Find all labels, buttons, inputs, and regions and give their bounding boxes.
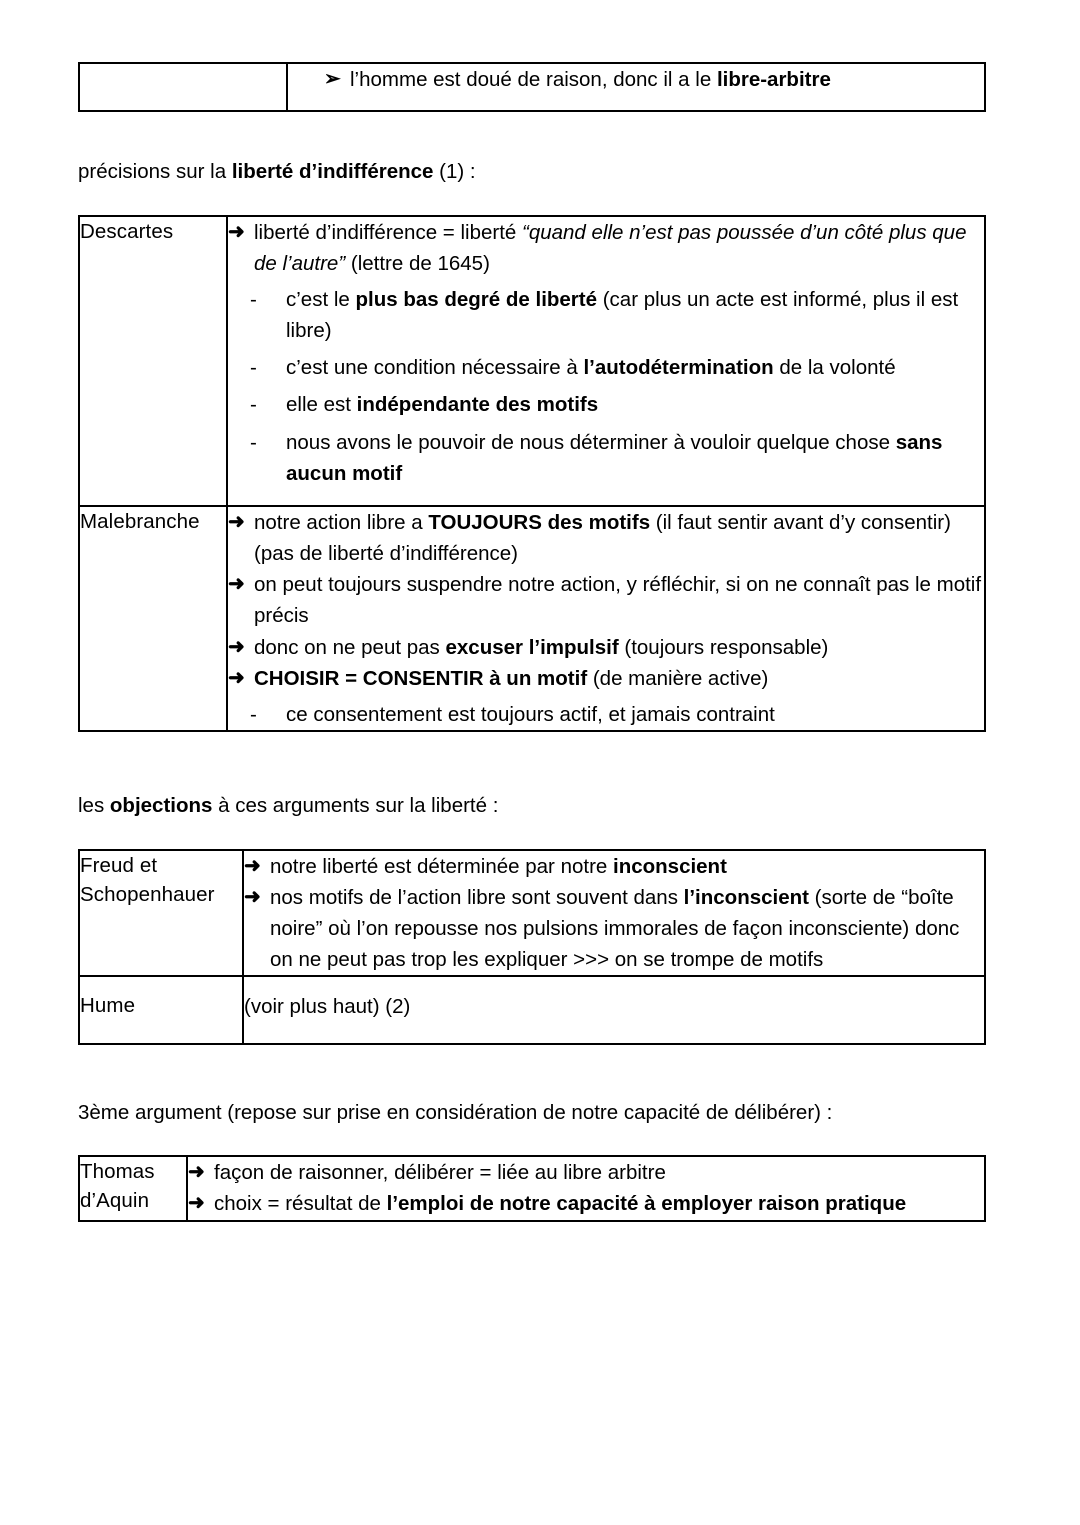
spacer [78,112,1002,158]
arrow-bullet-text [254,217,984,279]
arrow-bullet-group [228,663,984,730]
row-body-cell [287,63,985,111]
arrow-bullet-text [270,882,984,975]
table-body [79,63,985,111]
row-label-cell: Descartes [79,216,227,506]
arrow-bullet-group [244,882,984,975]
text-run: précisions sur la [78,160,232,183]
table-row [79,850,985,977]
arrow-bullet-group [324,64,984,95]
caption-third-argument [78,1099,1002,1128]
caption-precisions [78,158,1002,187]
row-body-cell [227,216,985,506]
text-run: (de manière active) [587,666,769,690]
right-arrow-icon: ➜ [228,666,245,689]
text-run: 3ème argument (repose sur prise en considération de notre capacité de délibérer) : [78,1100,833,1124]
row-body-cell [187,1156,985,1220]
arrow-bullet-group [228,569,984,631]
dash-bullet [228,284,984,346]
arrow-bullet [228,507,984,569]
spacer [78,1127,1002,1155]
right-arrow-icon: ➜ [228,510,245,533]
row-label-cell: Thomas d’Aquin [79,1156,187,1220]
bold-run: inconscient [613,854,727,878]
right-arrow-icon: ➜ [188,1161,205,1184]
text-run: liberté d’indifférence = liberté [254,220,522,244]
right-arrow-icon: ➜ [228,220,245,243]
bold-run: objections [109,794,213,818]
arrow-bullet-text [350,64,984,95]
text-run: (1) : [433,160,476,183]
table-row [79,63,985,111]
row-body-cell [243,976,985,1043]
arrow-bullet-text [214,1188,984,1219]
dash-bullet [228,699,984,730]
dash-icon: - [250,356,257,380]
right-arrow-icon: ➜ [228,573,245,596]
right-arrow-icon: ➜ [188,1192,205,1215]
arrow-bullet [324,64,984,95]
arrow-bullet-text [254,507,984,569]
dash-icon: - [250,702,257,726]
dash-icon: - [250,393,257,417]
text-run: c’est une condition nécessaire à [286,356,584,380]
row-body-cell [227,506,985,731]
arrow-bullet-text [254,569,984,631]
text-run: (lettre de 1645) [345,251,490,275]
text-run: nous avons le pouvoir de nous déterminer à vouloir quelque chose [286,430,896,454]
arrow-bullet [228,663,984,694]
dash-bullet-text [286,352,984,383]
arrow-bullet-group [188,1188,984,1219]
text-run: on peut toujours suspendre notre action, y réfléchir, si on ne connaît pas le motif précis [254,573,982,628]
text-run: notre liberté est déterminée par notre [270,854,613,878]
arrow-bullet [188,1188,984,1219]
text-run: (sorte de “boîte noire” où l’on repousse nos pulsions immorales de façon inconsciente) donc on ne peut pas trop les expliquer >>> on se trompe de motifs [270,885,960,972]
right-arrow-icon: ➜ [228,635,245,658]
bold-run: indépendante des motifs [356,393,599,417]
row-label-cell: Hume [79,976,243,1043]
arrow-bullet [244,851,984,882]
row-label-cell [79,63,287,111]
text-run: les [78,794,110,818]
arrow-bullet [228,217,984,279]
arrow-bullet [228,569,984,631]
table-row [79,976,985,1043]
arrow-bullet-text [254,663,984,694]
text-run: de la volonté [773,356,896,380]
arrow-bullet [188,1157,984,1188]
row-label-cell: Freud et Schopenhauer [79,850,243,977]
table-row [79,1156,985,1220]
text-run: (il faut sentir avant d’y consentir) (pas de liberté d’indifférence) [254,510,951,566]
text-run: l’homme est doué de raison, donc il a le [350,68,717,91]
row-body-cell [243,850,985,977]
text-run: à ces arguments sur la liberté : [212,794,499,818]
right-arrow-icon: ➜ [244,885,261,908]
arrow-bullet-text [270,851,984,882]
arrow-bullet-group [244,851,984,882]
text-run: façon de raisonner, délibérer = liée au libre arbitre [214,1161,666,1185]
arrow-bullet [228,632,984,663]
text-run: c’est le [286,288,356,311]
arrow-bullet [244,882,984,975]
spacer [78,187,1002,215]
arrow-bullet-group [228,507,984,569]
table-objections [78,849,986,1045]
table-row [79,216,985,506]
plain-text: (voir plus haut) (2) [244,995,411,1019]
bold-run: libre-arbitre [716,68,831,91]
spacer [78,1045,1002,1099]
bold-run: l’autodétermination [583,356,774,380]
text-run: choix = résultat de [214,1192,387,1216]
dash-bullet-list [228,284,984,489]
row-label-cell: Malebranche [79,506,227,731]
bold-run: excuser l’impulsif [445,635,619,659]
table-libre-arbitre [78,62,986,112]
italic-run: “quand elle n’est pas poussée d’un côté plus que de l’autre” [254,220,967,275]
arrow-bullet-text [214,1157,984,1188]
dash-bullet-text [286,389,984,420]
text-run: ce consentement est toujours actif, et jamais contraint [286,702,775,726]
bold-run: plus bas degré de liberté [355,288,598,311]
bold-run: TOUJOURS des motifs [428,510,651,534]
bold-run: CHOISIR = CONSENTIR à un motif [254,666,588,690]
arrow-bullet-text [254,632,984,663]
dash-bullet [228,352,984,383]
dash-bullet-text [286,699,984,730]
dash-bullet-list [228,699,984,730]
dash-bullet-text [286,284,984,346]
arrow-bullet-group [228,632,984,663]
caption-objections [78,792,1002,821]
dash-bullet [228,427,984,489]
arrow-bullet-group [228,217,984,489]
bold-run: l’inconscient [683,885,809,909]
text-run: elle est [286,393,357,417]
dash-bullet-text [286,427,984,489]
arrow-bullet-group [188,1157,984,1188]
dash-icon: - [250,288,257,311]
chevron-arrow-icon: ➢ [324,68,341,90]
text-run: notre action libre a [254,510,429,534]
text-run: (car plus un acte est informé, plus il est libre) [286,288,959,343]
dash-bullet [228,389,984,420]
table-precisions-liberte-indifference [78,215,986,732]
text-run: donc on ne peut pas [254,635,446,659]
bold-run: l’emploi de notre capacité à employer raison pratique [386,1192,907,1216]
table-body [79,216,985,731]
spacer [78,821,1002,849]
top-spacer [78,0,1002,62]
table-3eme-argument [78,1155,986,1221]
table-body [79,850,985,1044]
spacer [78,732,1002,792]
bold-run: liberté d’indifférence [231,160,434,183]
table-row [79,506,985,731]
right-arrow-icon: ➜ [244,854,261,877]
text-run: (toujours responsable) [618,635,829,659]
text-run: nos motifs de l’action libre sont souvent dans [270,885,684,909]
dash-icon: - [250,430,257,454]
table-body [79,1156,985,1220]
bold-run: sans aucun motif [286,430,943,485]
